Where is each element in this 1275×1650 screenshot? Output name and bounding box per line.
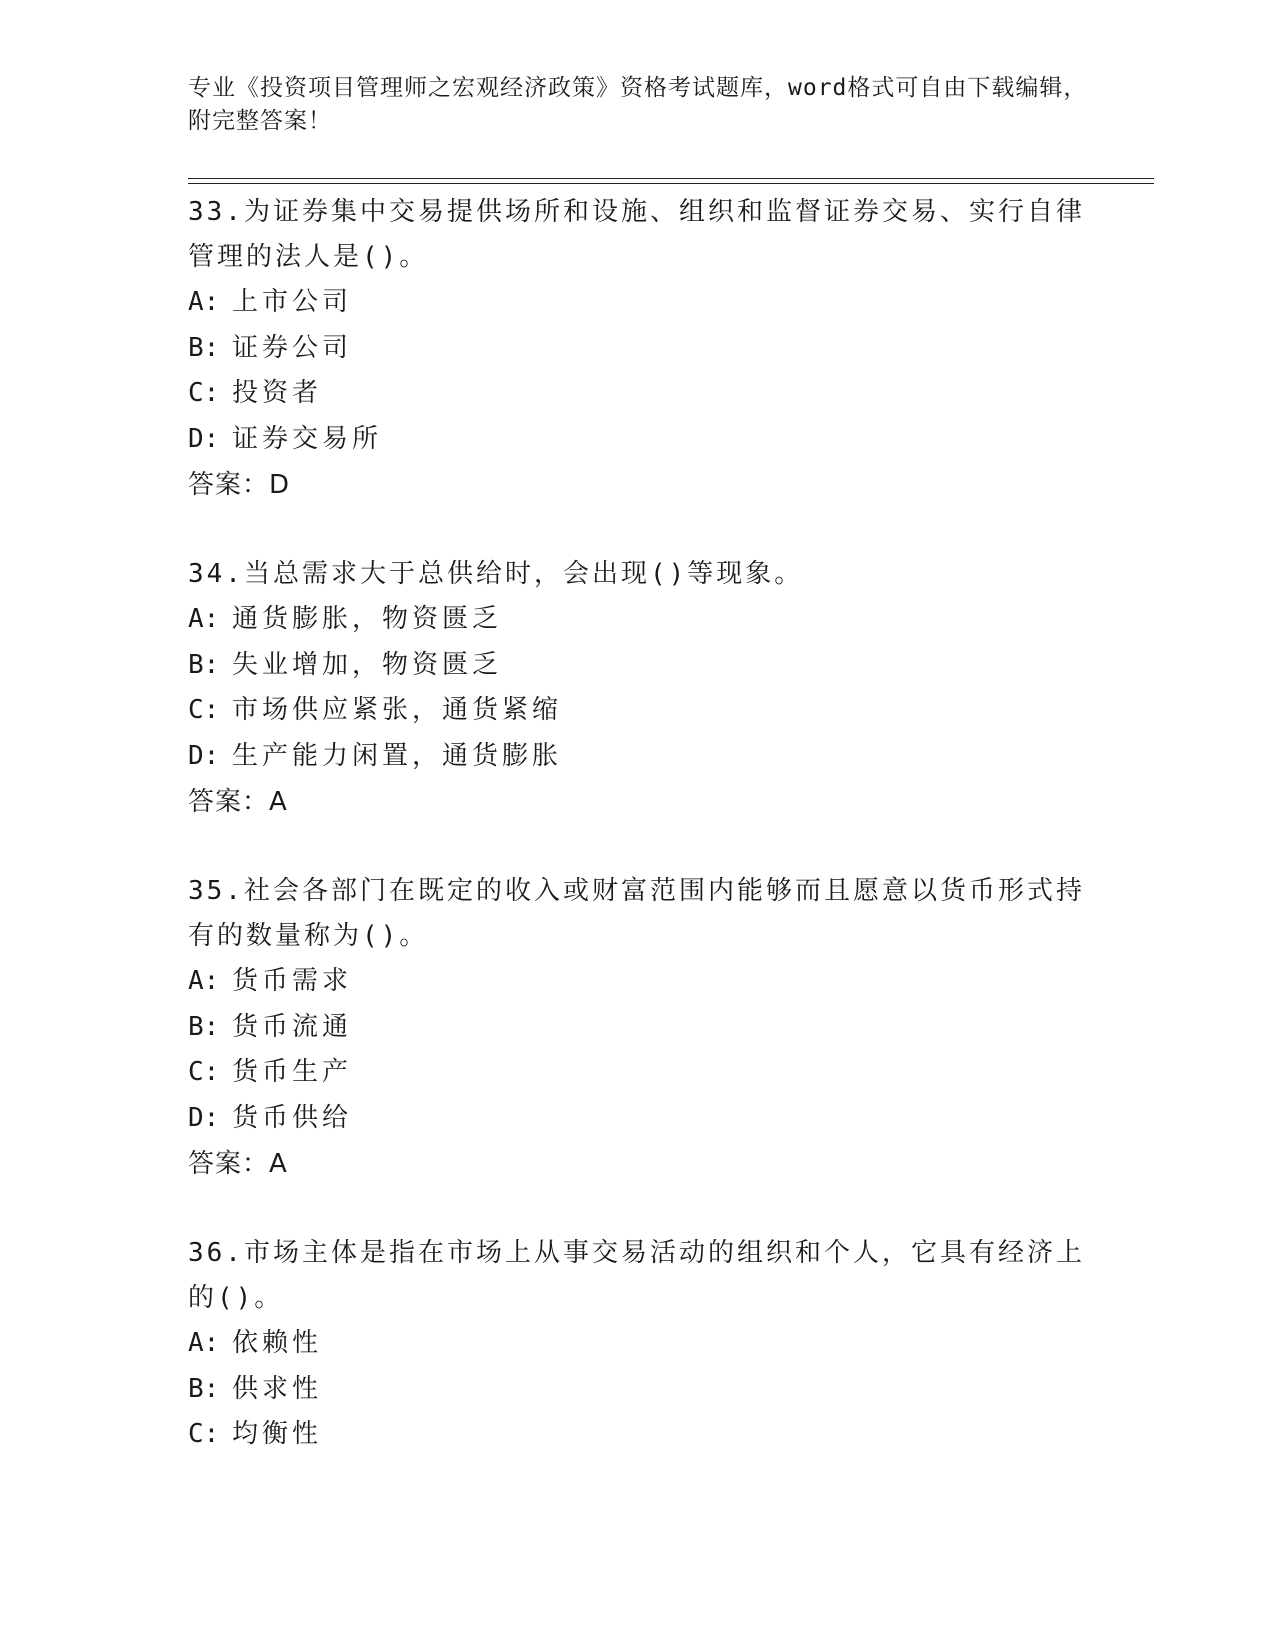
- header-divider-bottom: [188, 183, 1154, 184]
- option-key: C:: [188, 1057, 220, 1087]
- option-key: D:: [188, 423, 220, 454]
- option-text: 货币生产: [232, 1057, 353, 1087]
- option-text: 生产能力闲置，通货膨胀: [232, 740, 563, 771]
- option-key: D:: [188, 1102, 220, 1133]
- option-b: [188, 1367, 1088, 1413]
- option-text: 证券公司: [232, 332, 353, 363]
- option-text: 依赖性: [232, 1328, 323, 1358]
- option-text: 货币流通: [232, 1011, 353, 1042]
- option-text: 上市公司: [232, 287, 353, 317]
- option-key: C:: [188, 378, 220, 408]
- option-c: [188, 688, 1088, 734]
- option-key: B:: [188, 649, 220, 680]
- option-a: [188, 597, 1088, 643]
- option-text: 货币供给: [232, 1102, 353, 1133]
- option-text: 均衡性: [232, 1419, 323, 1449]
- question-33: [188, 190, 1088, 508]
- option-d: [188, 734, 1088, 780]
- option-key: C:: [188, 1419, 220, 1449]
- option-d: [188, 1096, 1088, 1142]
- option-text: 失业增加，物资匮乏: [232, 649, 503, 680]
- answer-line: 答案：A: [188, 787, 288, 817]
- option-key: D:: [188, 740, 220, 771]
- document-header: 专业《投资项目管理师之宏观经济政策》资格考试题库，word格式可自由下载编辑，附完整答案！: [188, 75, 1088, 134]
- answer-line: 答案：D: [188, 470, 291, 500]
- option-a: [188, 1321, 1088, 1367]
- header-divider-top: [188, 178, 1154, 179]
- option-d: [188, 417, 1088, 463]
- option-text: 通货膨胀，物资匮乏: [232, 604, 503, 634]
- question-stem: 34.当总需求大于总供给时，会出现()等现象。: [188, 559, 804, 589]
- option-key: A:: [188, 287, 220, 317]
- option-a: [188, 959, 1088, 1005]
- question-stem: 36.市场主体是指在市场上从事交易活动的组织和个人，它具有经济上的()。: [188, 1238, 1085, 1313]
- question-stem: 35.社会各部门在既定的收入或财富范围内能够而且愿意以货币形式持有的数量称为()。: [188, 876, 1085, 951]
- question-36: [188, 1231, 1088, 1458]
- option-key: A:: [188, 966, 220, 996]
- question-35: [188, 869, 1088, 1187]
- option-key: B:: [188, 1373, 220, 1404]
- option-key: A:: [188, 604, 220, 634]
- option-b: [188, 643, 1088, 689]
- option-text: 货币需求: [232, 966, 353, 996]
- option-c: [188, 1050, 1088, 1096]
- option-text: 供求性: [232, 1373, 323, 1404]
- option-key: B:: [188, 332, 220, 363]
- option-c: [188, 371, 1088, 417]
- option-c: [188, 1412, 1088, 1458]
- option-key: B:: [188, 1011, 220, 1042]
- option-key: C:: [188, 695, 220, 725]
- option-key: A:: [188, 1328, 220, 1358]
- option-text: 市场供应紧张，通货紧缩: [232, 695, 563, 725]
- option-a: [188, 280, 1088, 326]
- question-34: [188, 552, 1088, 825]
- option-text: 证券交易所: [232, 423, 383, 454]
- question-stem: 33.为证券集中交易提供场所和设施、组织和监督证券交易、实行自律管理的法人是()。: [188, 197, 1085, 272]
- option-b: [188, 1005, 1088, 1051]
- answer-line: 答案：A: [188, 1149, 288, 1179]
- question-list: [188, 190, 1088, 1502]
- option-b: [188, 326, 1088, 372]
- option-text: 投资者: [232, 378, 323, 408]
